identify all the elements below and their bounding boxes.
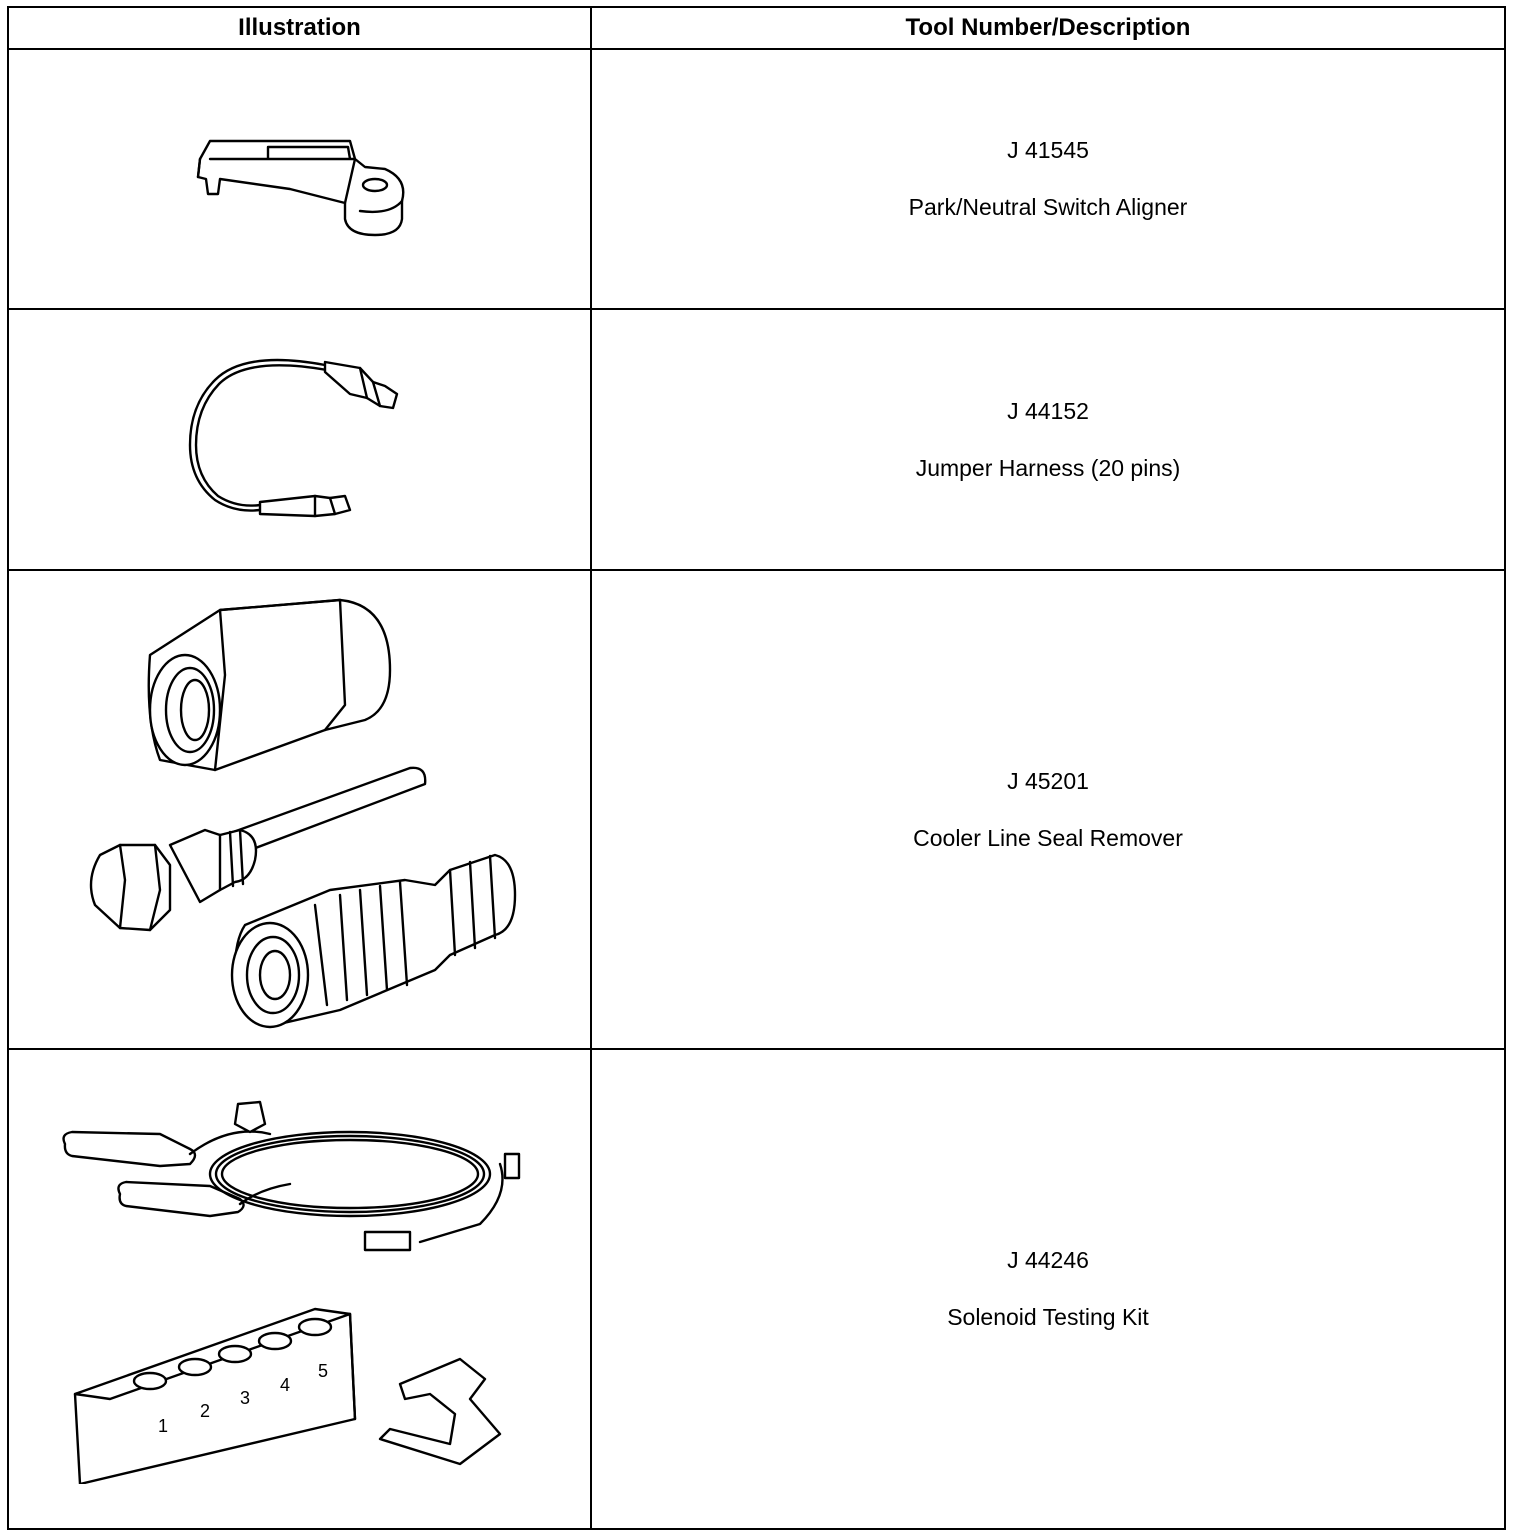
table-row (8, 1049, 1505, 1529)
header-row (8, 7, 1505, 49)
tool-description: Cooler Line Seal Remover (913, 824, 1183, 851)
description-cell (591, 309, 1505, 569)
description-cell (591, 1049, 1505, 1529)
tool-description: Jumper Harness (20 pins) (915, 454, 1181, 481)
slot-label: 3 (239, 1388, 250, 1409)
tool-number: J 44246 (1007, 1247, 1089, 1274)
tool-table (7, 6, 1506, 1530)
illustration-cell (8, 570, 591, 1050)
description-cell (591, 570, 1505, 1050)
seal-remover-icon (75, 590, 525, 1030)
description-cell (591, 49, 1505, 309)
header-tool: Tool Number/Description (591, 7, 1505, 49)
tool-number: J 41545 (1007, 137, 1089, 164)
solenoid-kit-icon (60, 1094, 540, 1484)
illustration-cell (8, 1049, 591, 1529)
tool-number: J 44152 (1007, 397, 1089, 424)
header-illustration: Illustration (8, 7, 591, 49)
illustration-cell (8, 309, 591, 569)
slot-label: 2 (199, 1401, 210, 1422)
slot-label: 1 (157, 1416, 168, 1437)
switch-aligner-icon (180, 119, 420, 239)
tool-description: Park/Neutral Switch Aligner (908, 194, 1188, 221)
table-row (8, 570, 1505, 1050)
table-row (8, 309, 1505, 569)
illustration-cell (8, 49, 591, 309)
tool-number: J 45201 (1007, 767, 1089, 794)
slot-label: 5 (317, 1361, 328, 1382)
jumper-harness-icon (185, 350, 415, 530)
slot-label: 4 (279, 1375, 290, 1396)
tool-description: Solenoid Testing Kit (947, 1304, 1149, 1331)
table-row (8, 49, 1505, 309)
